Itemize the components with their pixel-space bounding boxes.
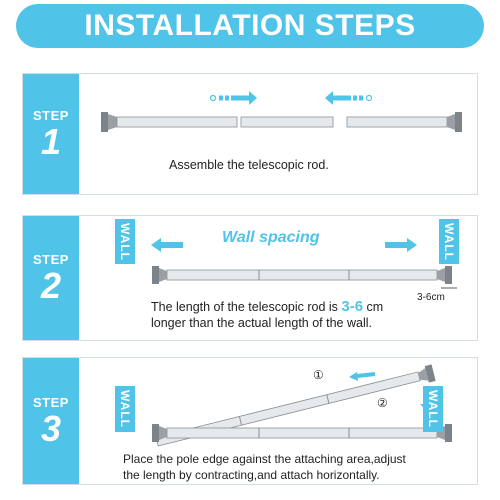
wall-left-tag: WALL xyxy=(115,219,135,264)
marker-2: ② xyxy=(377,396,388,410)
gap-label: 3-6cm xyxy=(417,292,445,303)
step-3-caption: Place the pole edge against the attaching area,adjust the length by contracting,and attach horizontally. xyxy=(123,452,406,482)
header-banner xyxy=(16,4,484,48)
step-number: 3 xyxy=(40,407,62,449)
wall-right-tag: WALL xyxy=(423,386,443,432)
arrow-right-icon xyxy=(211,91,258,105)
step-number: 2 xyxy=(40,264,62,306)
rod-illustration xyxy=(152,364,452,449)
step-3-panel xyxy=(22,357,478,485)
rod-illustration xyxy=(152,266,457,288)
arrow-right-icon xyxy=(385,238,417,252)
wall-left-tag: WALL xyxy=(115,386,135,432)
step-1-illustration xyxy=(79,74,478,195)
arrow-left-icon xyxy=(325,91,372,105)
step-label: STEP xyxy=(33,394,69,410)
wall-spacing-label: Wall spacing xyxy=(222,229,320,246)
step-1-tab xyxy=(23,74,79,194)
step-number: 1 xyxy=(40,120,62,162)
marker-1: ① xyxy=(313,368,324,382)
step-2-tab xyxy=(23,216,79,340)
step-3-tab xyxy=(23,358,79,484)
page-title: INSTALLATION STEPS xyxy=(84,9,416,42)
arrow-left-icon xyxy=(349,372,375,381)
step-1-caption: Assemble the telescopic rod. xyxy=(169,158,329,172)
step-1-panel xyxy=(22,73,478,195)
rod-illustration xyxy=(101,112,462,132)
step-label: STEP xyxy=(33,251,69,267)
step-2-caption: The length of the telescopic rod is 3-6 cm longer than the actual length of the wall. xyxy=(151,298,384,330)
step-label: STEP xyxy=(33,107,69,123)
arrow-left-icon xyxy=(151,238,183,252)
wall-right-tag: WALL xyxy=(439,219,459,264)
